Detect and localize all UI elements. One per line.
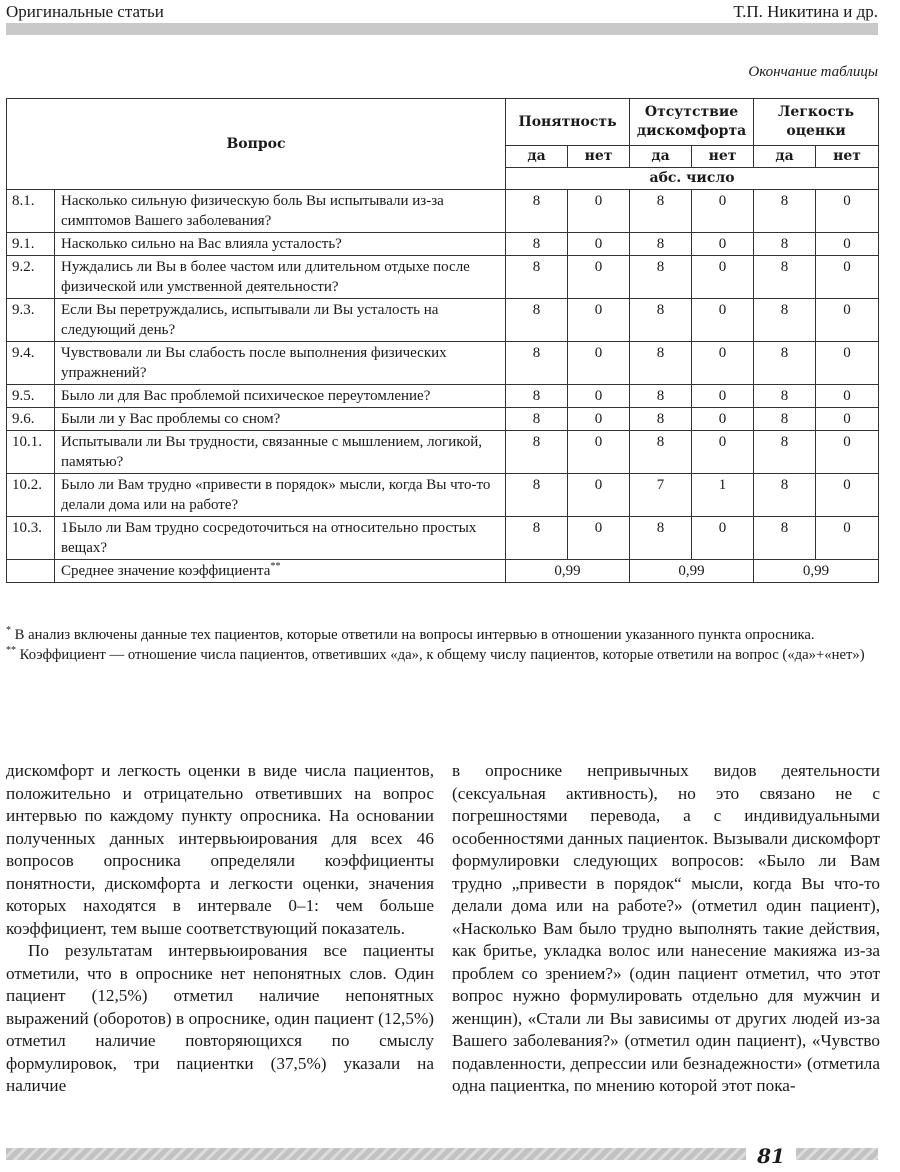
answer-count: 0: [816, 408, 879, 431]
answer-count: 8: [506, 342, 568, 385]
header-no: нет: [568, 146, 630, 168]
answer-count: 8: [630, 342, 692, 385]
question-number: 9.4.: [7, 342, 55, 385]
answer-count: 0: [568, 431, 630, 474]
answer-count: 8: [630, 256, 692, 299]
table-row: [7, 517, 879, 560]
answer-count: 8: [754, 233, 816, 256]
question-number: 9.2.: [7, 256, 55, 299]
answer-count: 0: [816, 342, 879, 385]
answer-count: 0: [692, 431, 754, 474]
table-row: [7, 474, 879, 517]
answer-count: 0: [568, 256, 630, 299]
question-text: Было ли для Вас проблемой психическое переутомление?: [55, 385, 506, 408]
questionnaire-table: [6, 98, 879, 583]
header-question: Вопрос: [7, 99, 506, 190]
question-text: Если Вы перетруждались, испытывали ли Вы усталость на следующий день?: [55, 299, 506, 342]
table-row: [7, 342, 879, 385]
table-footnotes: [6, 626, 880, 665]
answer-count: 8: [754, 408, 816, 431]
answer-count: 8: [506, 474, 568, 517]
mean-label: Среднее значение коэффициента**: [55, 560, 506, 583]
answer-count: 8: [630, 517, 692, 560]
question-text: Чувствовали ли Вы слабость после выполнения физических упражнений?: [55, 342, 506, 385]
answer-count: 8: [754, 474, 816, 517]
answer-count: 8: [754, 385, 816, 408]
question-text: 1Было ли Вам трудно сосредоточиться на относительно простых вещах?: [55, 517, 506, 560]
header-ease: Легкость оценки: [754, 99, 879, 146]
question-text: Нуждались ли Вы в более частом или длительном отдыхе после физической или умственной деятельности?: [55, 256, 506, 299]
answer-count: 8: [506, 299, 568, 342]
answer-count: 0: [816, 517, 879, 560]
answer-count: 0: [692, 190, 754, 233]
table-row: [7, 299, 879, 342]
answer-count: 8: [506, 408, 568, 431]
question-number: 9.1.: [7, 233, 55, 256]
answer-count: 0: [692, 233, 754, 256]
question-number: 8.1.: [7, 190, 55, 233]
answer-count: 8: [630, 233, 692, 256]
question-text: Были ли у Вас проблемы со сном?: [55, 408, 506, 431]
answer-count: 0: [692, 517, 754, 560]
header-bar: [6, 23, 878, 35]
answer-count: 1: [692, 474, 754, 517]
running-header: [6, 0, 878, 24]
answer-count: 8: [630, 299, 692, 342]
answer-count: 0: [816, 299, 879, 342]
footnote-1: * В анализ включены данные тех пациентов, которые ответили на вопросы интервью в отношении указанного пункта опросника.: [6, 625, 815, 643]
mean-value-no-discomfort: 0,99: [630, 560, 754, 583]
answer-count: 8: [630, 385, 692, 408]
table-row: [7, 190, 879, 233]
answer-count: 0: [568, 408, 630, 431]
answer-count: 0: [568, 342, 630, 385]
answer-count: 0: [692, 256, 754, 299]
header-no-discomfort: Отсутствие дискомфорта: [630, 99, 754, 146]
answer-count: 8: [506, 233, 568, 256]
question-number: 10.3.: [7, 517, 55, 560]
answer-count: 0: [568, 385, 630, 408]
answer-count: 8: [506, 385, 568, 408]
question-number: 9.3.: [7, 299, 55, 342]
question-number: 10.2.: [7, 474, 55, 517]
mean-value-ease: 0,99: [754, 560, 879, 583]
table-row: [7, 233, 879, 256]
table-row: [7, 256, 879, 299]
header-units: абс. число: [506, 168, 879, 190]
body-column-left: [6, 760, 434, 1098]
answer-count: 8: [506, 431, 568, 474]
header-yes: да: [754, 146, 816, 168]
question-number: 9.6.: [7, 408, 55, 431]
answer-count: 8: [754, 299, 816, 342]
answer-count: 8: [754, 190, 816, 233]
paragraph: дискомфорт и легкость оценки в виде числа пациентов, положительно и отрицательно ответивших на вопрос интервью по каждому пункту опросника. На основании полученных данных интервьюирования для всех 46 вопросов опросника определяли коэффициенты понятности, дискомфорта и легкости оценки, значения которых находятся в интервале 0–1: чем больше коэффициент, тем выше соответствующий показатель.: [6, 761, 434, 938]
table-row: [7, 408, 879, 431]
answer-count: 8: [754, 431, 816, 474]
question-text: Насколько сильно на Вас влияла усталость?: [55, 233, 506, 256]
question-text: Было ли Вам трудно «привести в порядок» мысли, когда Вы что-то делали дома или на работе?: [55, 474, 506, 517]
body-column-right: [452, 760, 880, 1098]
answer-count: 0: [568, 474, 630, 517]
answer-count: 0: [816, 190, 879, 233]
header-no: нет: [816, 146, 879, 168]
table-row: [7, 385, 879, 408]
header-yes: да: [630, 146, 692, 168]
journal-section: Оригинальные статьи: [6, 2, 164, 21]
answer-count: 8: [506, 517, 568, 560]
answer-count: 8: [630, 408, 692, 431]
paragraph: По результатам интервьюирования все пациенты отметили, что в опроснике нет непонятных слов. Один пациент (12,5%) отметил наличие непонятных выражений (оборотов) в опроснике, один пациент (12,5%) отметил наличие повторяющихся по смыслу формулировок, три пациентки (37,5%) указали на наличие: [6, 941, 434, 1095]
answer-count: 0: [568, 517, 630, 560]
answer-count: 0: [692, 408, 754, 431]
answer-count: 0: [692, 299, 754, 342]
answer-count: 8: [630, 190, 692, 233]
answer-count: 0: [816, 256, 879, 299]
page-number: 81: [746, 1140, 796, 1172]
mean-value-clarity: 0,99: [506, 560, 630, 583]
answer-count: 7: [630, 474, 692, 517]
answer-count: 0: [816, 431, 879, 474]
answer-count: 0: [568, 299, 630, 342]
answer-count: 8: [630, 431, 692, 474]
answer-count: 0: [692, 385, 754, 408]
answer-count: 0: [692, 342, 754, 385]
table-row: [7, 431, 879, 474]
header-yes: да: [506, 146, 568, 168]
answer-count: 8: [754, 342, 816, 385]
answer-count: 8: [506, 256, 568, 299]
answer-count: 8: [754, 256, 816, 299]
answer-count: 0: [816, 385, 879, 408]
question-text: Испытывали ли Вы трудности, связанные с мышлением, логикой, памятью?: [55, 431, 506, 474]
header-clarity: Понятность: [506, 99, 630, 146]
header-no: нет: [692, 146, 754, 168]
running-authors: Т.П. Никитина и др.: [733, 2, 878, 21]
answer-count: 0: [816, 474, 879, 517]
answer-count: 8: [754, 517, 816, 560]
answer-count: 0: [816, 233, 879, 256]
question-text: Насколько сильную физическую боль Вы испытывали из-за симптомов Вашего заболевания?: [55, 190, 506, 233]
question-number: 9.5.: [7, 385, 55, 408]
footnote-2: ** Коэффициент — отношение числа пациентов, ответивших «да», к общему числу пациентов, которые ответили на вопрос («да»+«нет»): [6, 644, 865, 663]
paragraph: в опроснике непривычных видов деятельности (сексуальная активность), но это связано не с погрешностями перевода, а с индивидуальными особенностями данных пациенток. Вызывали дискомфорт формулировки следующих вопросов: «Было ли Вам трудно „привести в порядок“ мысли, когда Вы что-то делали дома или на работе?» (отметил один пациент), «Насколько Вам было трудно выполнять такие действия, как бритье, укладка волос или нанесение макияжа из-за проблем со зрением?» (один пациент отметил, что этот вопрос нужно формулировать отдельно для мужчин и женщин), «Стали ли Вы зависимы от других людей из-за Вашего заболевания?» (отметил один пациент), «Чувство подавленности, депрессии или безнадежности» (отметила одна пациентка, по мнению которой этот пока-: [452, 761, 880, 1095]
table-continuation-note: Окончание таблицы: [748, 64, 878, 80]
answer-count: 0: [568, 190, 630, 233]
answer-count: 8: [506, 190, 568, 233]
answer-count: 0: [568, 233, 630, 256]
question-number: 10.1.: [7, 431, 55, 474]
